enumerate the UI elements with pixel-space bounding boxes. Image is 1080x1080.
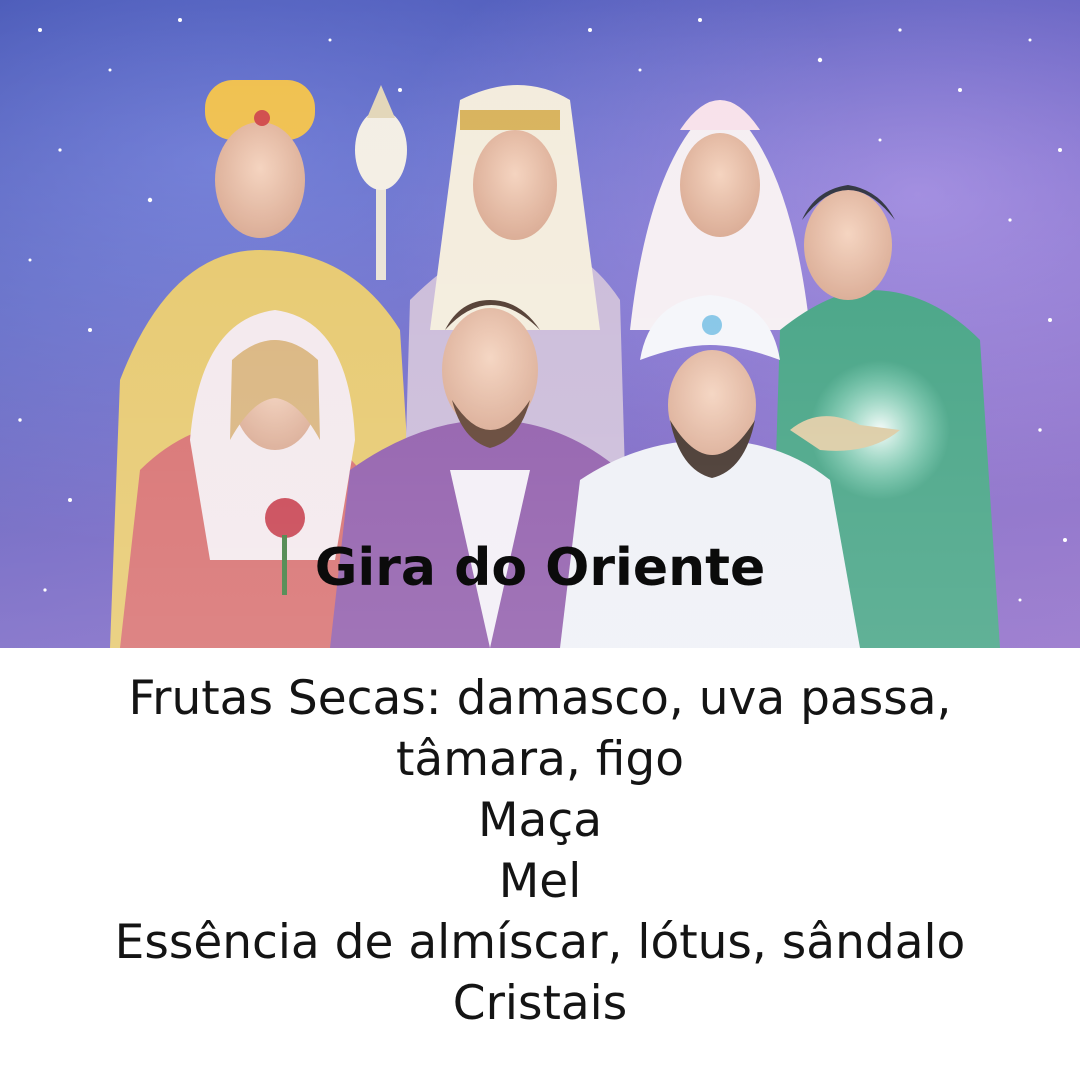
offering-list xyxy=(0,668,1080,1034)
list-item: Frutas Secas: damasco, uva passa, tâmara, figo xyxy=(128,671,952,787)
list-item: Essência de almíscar, lótus, sândalo xyxy=(114,915,966,970)
page-title: Gira do Oriente xyxy=(314,538,766,598)
list-item: Mel xyxy=(498,854,582,909)
list-item: Cristais xyxy=(452,976,628,1031)
list-item: Maça xyxy=(478,793,602,848)
